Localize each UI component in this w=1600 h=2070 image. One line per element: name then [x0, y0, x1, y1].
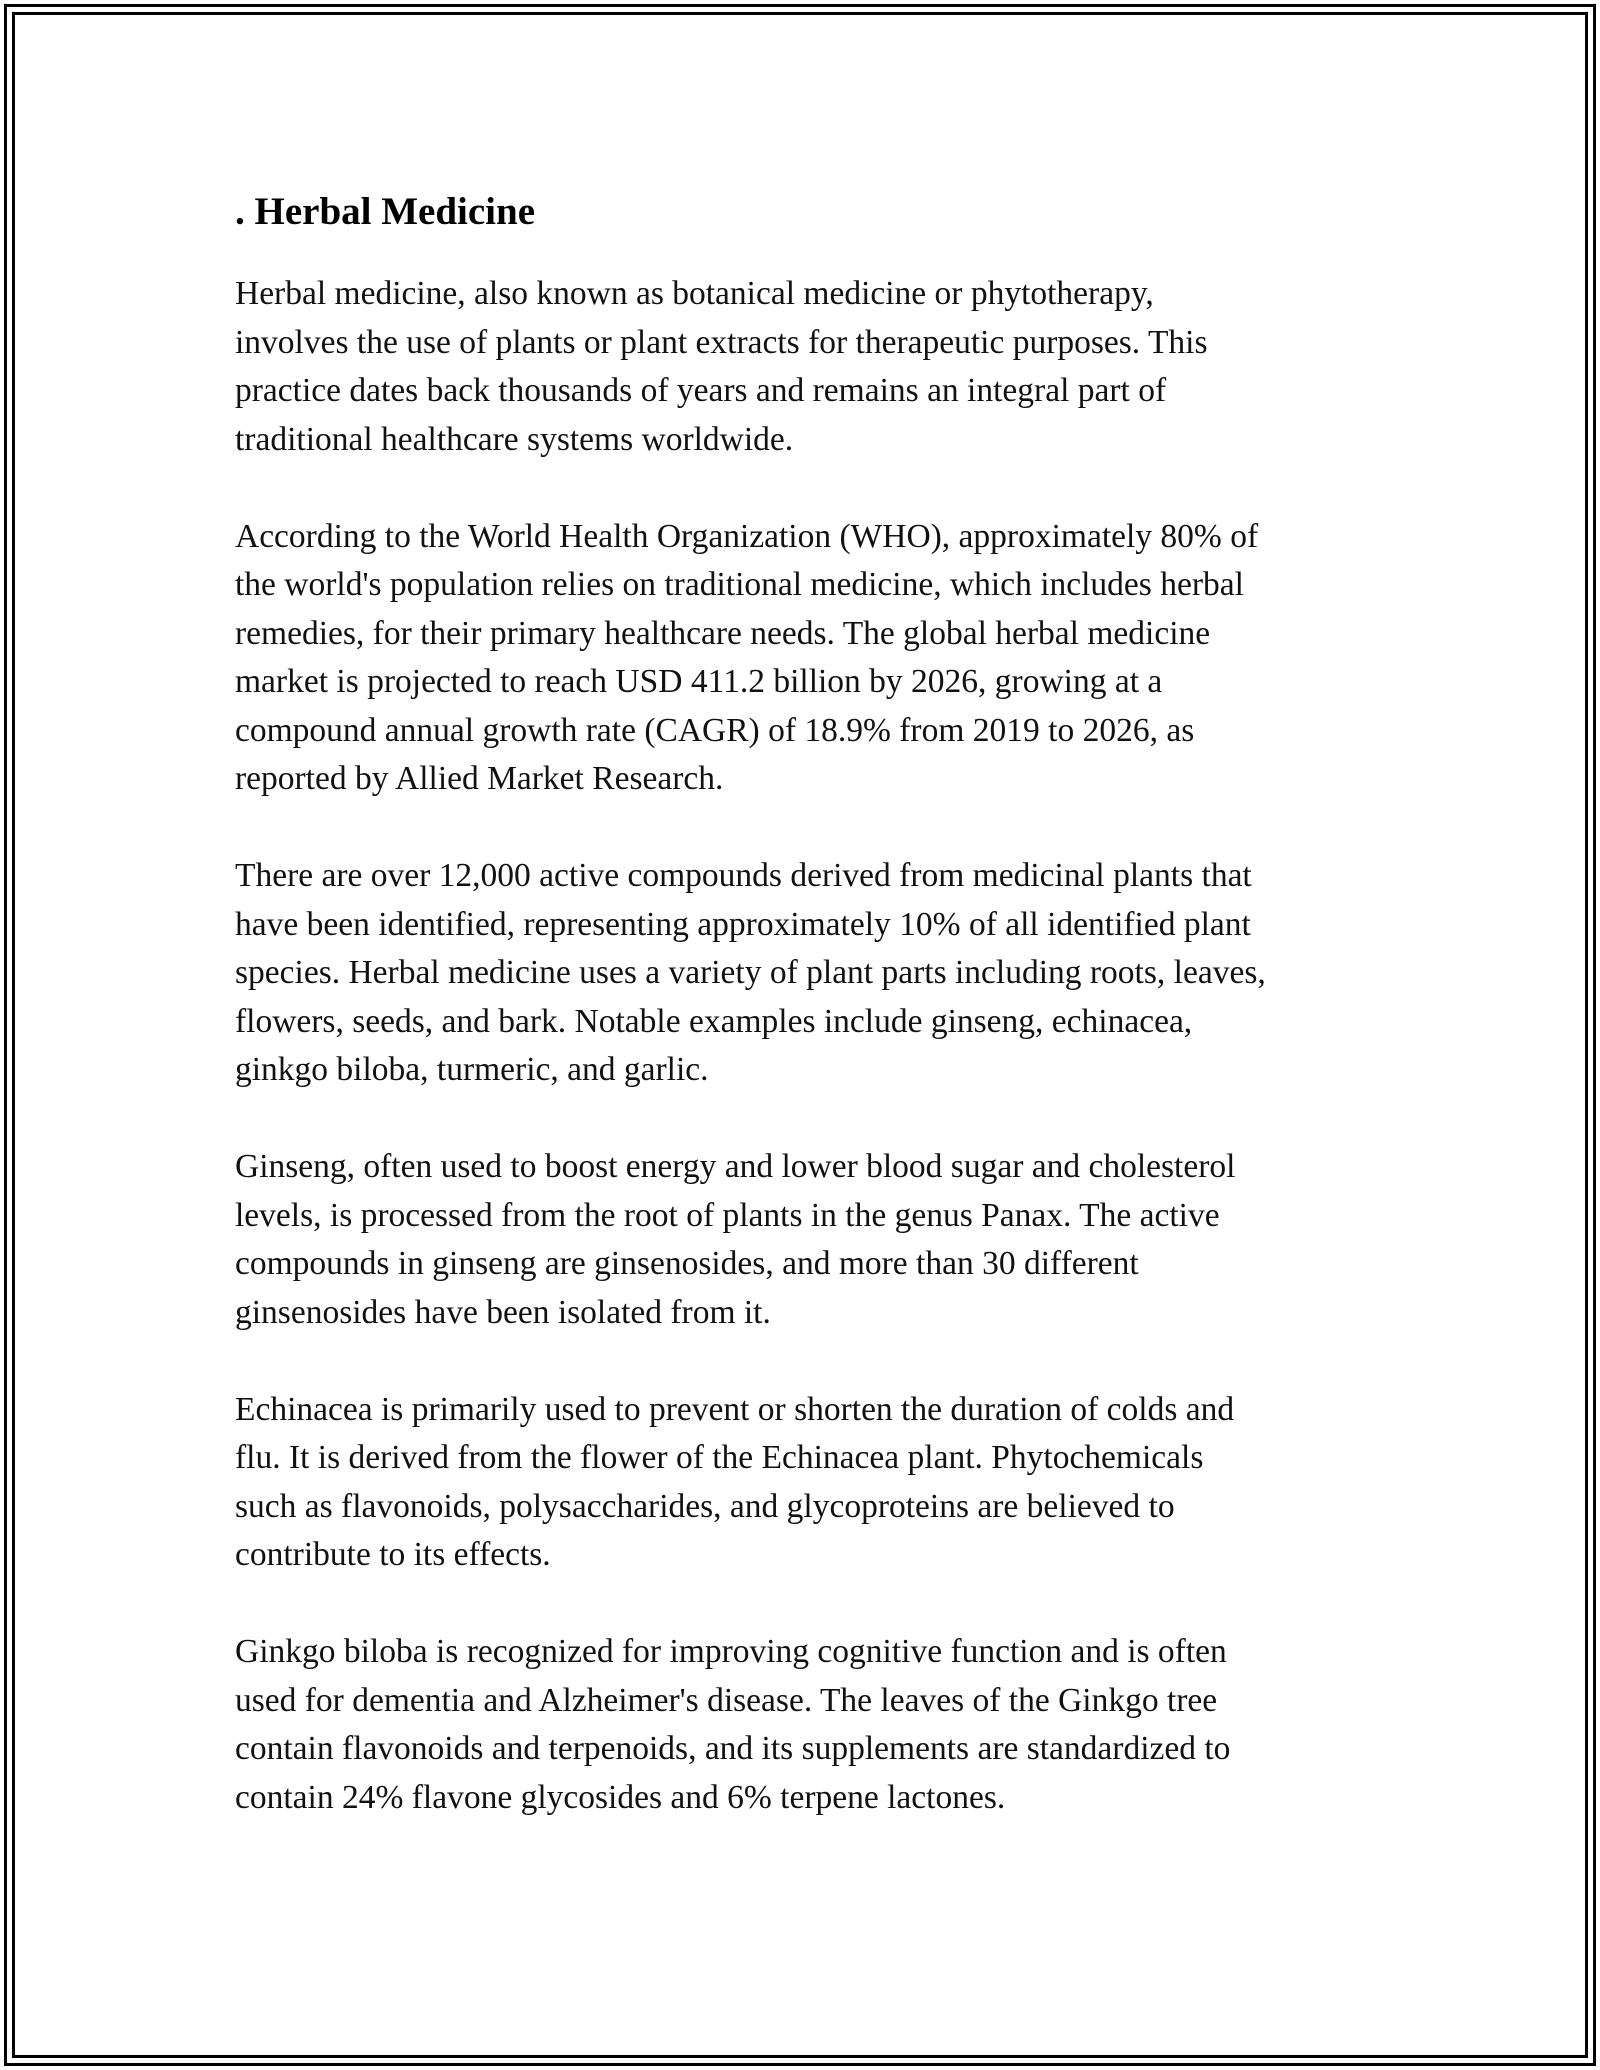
paragraph-ginkgo-biloba: Ginkgo biloba is recognized for improving cognitive function and is often used for dementia and Alzheimer's disease. The leaves of the Ginkgo tree contain flavonoids and terpenoids, and its supplements are standardized to contain 24% flavone glycosides and 6% terpene lactones.: [235, 1633, 1231, 1816]
document-title: . Herbal Medicine: [235, 190, 536, 233]
paragraph-introduction: Herbal medicine, also known as botanical medicine or phytotherapy, involves the use of plants or plant extracts for therapeutic purposes. This practice dates back thousands of years and remains an integral part of traditional healthcare systems worldwide.: [235, 275, 1208, 458]
paragraph-who-statistics: According to the World Health Organization (WHO), approximately 80% of the world's population relies on traditional medicine, which includes herbal remedies, for their primary healthcare needs. The global herbal medicine market is projected to reach USD 411.2 billion by 2026, growing at a compound annual growth rate (CAGR) of 18.9% from 2019 to 2026, as reported by Allied Market Research.: [235, 517, 1259, 797]
paragraph-active-compounds: There are over 12,000 active compounds derived from medicinal plants that have been identified, representing approximately 10% of all identified plant species. Herbal medicine uses a variety of plant parts including roots, leaves, flowers, seeds, and bark. Notable examples include ginseng, echinacea, ginkgo biloba, turmeric, and garlic.: [235, 857, 1266, 1088]
paragraph-ginseng: Ginseng, often used to boost energy and lower blood sugar and cholesterol levels, is processed from the root of plants in the genus Panax. The active compounds in ginseng are ginsenosides, and more than 30 different ginsenosides have been isolated from it.: [235, 1148, 1236, 1331]
document-body: [235, 186, 1395, 1871]
paragraph-echinacea: Echinacea is primarily used to prevent or shorten the duration of colds and flu. It is derived from the flower of the Echinacea plant. Phytochemicals such as flavonoids, polysaccharides, and glycoproteins are believed to contribute to its effects.: [235, 1390, 1235, 1573]
